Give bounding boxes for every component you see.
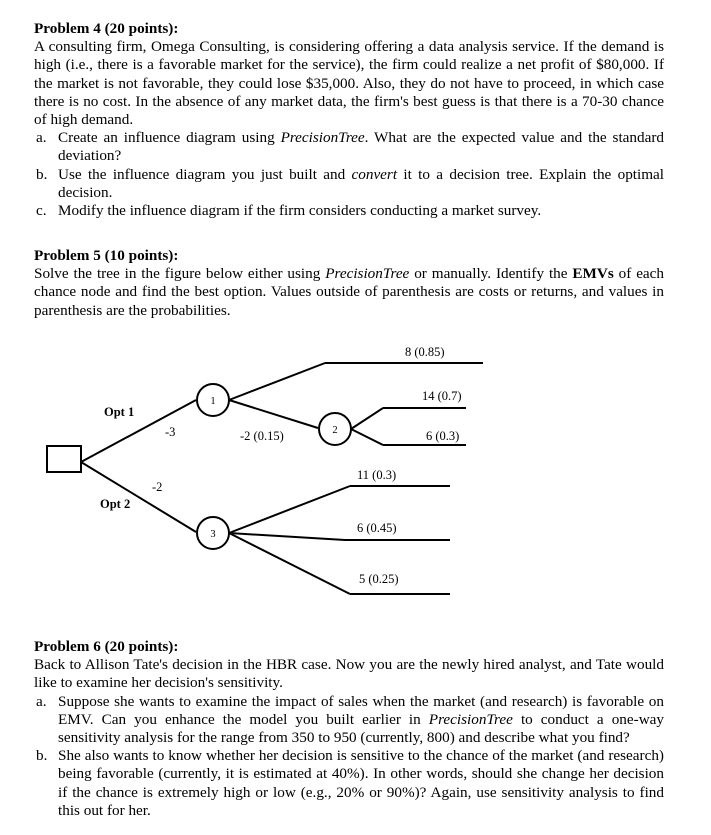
problem-4-list [34,129,664,220]
list-item [34,129,664,165]
problem-6-heading: Problem 6 (20 points): [34,638,179,655]
item-text: Suppose she wants to examine the impact of sales when the market (and research) is favorable on EMV. Can you enhance the model you built earlier in [58,692,664,728]
item-emphasis: convert [351,165,398,183]
item-emphasis: PrecisionTree [280,129,365,147]
opt1-label: Opt 1 [104,405,135,419]
problem-5-intro [34,265,664,320]
branch-line [229,486,350,533]
branch-c-label: 14 (0.7) [422,389,462,403]
problem-5-section [34,247,664,320]
opt2-label: Opt 2 [100,497,131,511]
problem-4-intro: A consulting firm, Omega Consulting, is considering offering a data analysis service. If the demand is high (i.e., there is a favorable market for the service), the firm could realize a net profit of $80,000. If the market is not favorable, they could lose $35,000. Also, they do not have to proceed, in which case there is no cost. In the absence of any market data, the firm's best guess is that there is a 70-30 chance of high demand. [34,38,664,129]
opt1-branch [81,400,196,462]
list-marker: c. [36,202,47,220]
list-marker: b. [36,747,48,765]
list-marker: b. [36,165,48,183]
decision-tree-svg [0,330,711,620]
branch-line [351,429,383,445]
item-text: Use the influence diagram you just built and [58,165,352,183]
problem-4-heading: Problem 4 (20 points): [34,20,179,37]
decision-tree-figure [0,330,711,620]
item-text: Modify the influence diagram if the firm considers conducting a market survey. [58,202,542,220]
problem-5-heading: Problem 5 (10 points): [34,247,179,264]
list-item [34,693,664,748]
list-item [34,202,664,220]
list-item [34,747,664,820]
branch-line [229,533,350,594]
item-text: She also wants to know whether her decision is sensitive to the chance of the market (and research) being favorable (currently, it is estimated at 40%). In other words, should she change her decision if the chance is extremely high or low (e.g., 20% or 90%)? Again, use sensitivity analysis to find this out for her. [58,747,664,819]
opt2-branch [81,462,196,532]
branch-line [351,408,383,429]
list-marker: a. [36,692,47,710]
chance-node-1-label: 1 [210,396,216,407]
problem-4-section [34,20,664,220]
item-text-end: it to a decision tree. Explain the optimal decision. [58,165,664,201]
branch-e-label: 11 (0.3) [357,468,397,482]
list-marker: a. [36,129,47,147]
chance-node-3-label: 3 [210,529,216,540]
item-text-end: . What are the expected value and the standard deviation? [58,129,665,165]
problem-6-list [34,693,664,820]
item-emphasis: PrecisionTree [428,710,513,728]
problem-6-section [34,638,664,820]
intro-emphasis: PrecisionTree [325,265,410,283]
branch-f-label: 6 (0.45) [357,521,397,535]
intro-bold: EMVs [572,265,614,283]
opt1-cost: -3 [165,425,176,439]
branch-line [229,533,345,540]
intro-text-end: of each chance node and find the best option. Values outside of parenthesis are costs or returns, and values in parenthesis are the probabilities. [34,265,665,319]
list-item [34,166,664,202]
branch-g-label: 5 (0.25) [359,572,399,586]
intro-text-mid: or manually. Identify the [409,265,573,283]
branch-a-label: 8 (0.85) [405,345,445,359]
branch-d-label: 6 (0.3) [426,429,460,443]
branch-line [229,363,325,400]
item-text-end: to conduct a one-way sensitivity analysis for the range from 350 to 950 (currently, 800) and describe what you find? [58,710,665,747]
decision-node [47,446,81,472]
problem-6-intro: Back to Allison Tate's decision in the HBR case. Now you are the newly hired analyst, and Tate would like to examine her decision's sensitivity. [34,656,664,692]
opt2-cost: -2 [152,480,163,494]
chance-node-2-label: 2 [332,425,338,436]
branch-b-label: -2 (0.15) [240,429,284,443]
item-text: Create an influence diagram using [58,129,281,147]
branch-line [229,400,318,428]
intro-text: Solve the tree in the figure below either using [34,265,326,283]
